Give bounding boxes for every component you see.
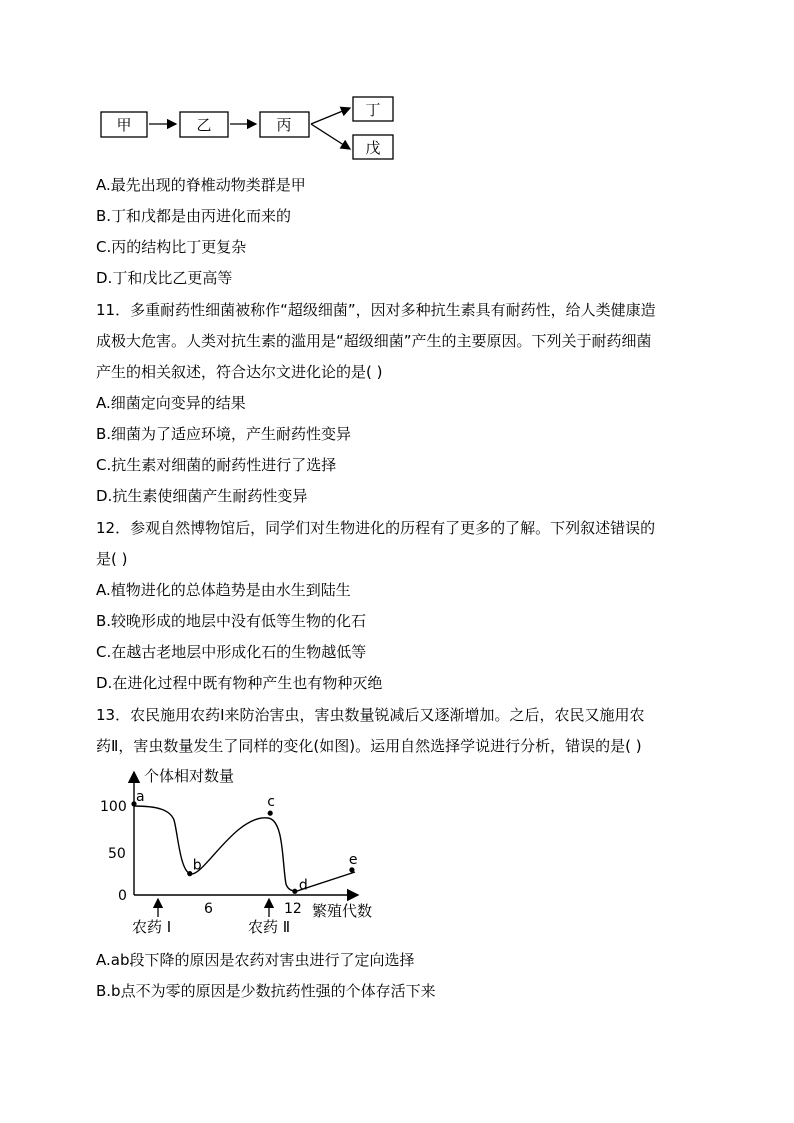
q12-stem-line-1: 12．参观自然博物馆后，同学们对生物进化的历程有了更多的了解。下列叙述错误的	[96, 519, 656, 537]
node-wu-label: 戊	[365, 139, 381, 157]
arrow-bing-wu	[311, 124, 350, 149]
q13-stem-line-1: 13．农民施用农药Ⅰ来防治害虫，害虫数量锐减后又逐渐增加。之后，农民又施用农	[96, 706, 645, 724]
point-label-c: c	[267, 794, 275, 811]
q10-option-b: B.丁和戊都是由丙进化而来的	[96, 207, 292, 225]
q13-option-b: B.b点不为零的原因是少数抗药性强的个体存活下来	[96, 982, 436, 1000]
q13-option-a: A.ab段下降的原因是农药对害虫进行了定向选择	[96, 951, 415, 969]
node-yi-label: 乙	[196, 116, 212, 134]
point-label-d: d	[298, 877, 308, 894]
data-points	[131, 789, 357, 894]
q11-stem-line-2: 成极大危害。人类对抗生素的滥用是“超级细菌”产生的主要原因。下列关于耐药细菌	[96, 332, 652, 350]
q12-option-a: A.植物进化的总体趋势是由水生到陆生	[96, 581, 351, 599]
point-d	[292, 889, 297, 894]
x-tick-6: 6	[204, 901, 213, 917]
q12-stem-line-2: 是( )	[96, 550, 128, 568]
node-bing-label: 丙	[276, 116, 292, 134]
q11-option-d: D.抗生素使细菌产生耐药性变异	[96, 487, 308, 505]
q10-option-c: C.丙的结构比丁更复杂	[96, 238, 247, 256]
q13-stem-line-2: 药Ⅱ，害虫数量发生了同样的变化(如图)。运用自然选择学说进行分析，错误的是( )	[96, 737, 642, 755]
pesticide-2-label: 农药 Ⅱ	[248, 918, 291, 936]
x-axis-label: 繁殖代数	[312, 902, 373, 920]
pesticide-1-label: 农药 Ⅰ	[132, 918, 172, 936]
q12-option-d: D.在进化过程中既有物种产生也有物种灭绝	[96, 674, 383, 692]
q12-option-c: C.在越古老地层中形成化石的生物越低等	[96, 643, 367, 661]
q11-stem-line-3: 产生的相关叙述，符合达尔文进化论的是( )	[96, 363, 383, 381]
q10-option-d: D.丁和戊比乙更高等	[96, 269, 233, 287]
x-tick-12: 12	[284, 901, 302, 917]
node-ding-label: 丁	[365, 101, 381, 119]
arrow-bing-ding	[311, 108, 350, 124]
point-label-e: e	[348, 851, 358, 868]
q10-option-a: A.最先出现的脊椎动物类群是甲	[96, 176, 306, 194]
point-label-b: b	[192, 857, 202, 874]
q11-option-c: C.抗生素对细菌的耐药性进行了选择	[96, 456, 337, 474]
node-jia-label: 甲	[116, 116, 132, 134]
q11-option-a: A.细菌定向变异的结果	[96, 394, 246, 412]
pest-population-chart	[96, 762, 406, 940]
point-e	[349, 867, 354, 872]
evolution-flow-diagram	[96, 95, 406, 163]
point-c	[268, 811, 273, 816]
point-b	[187, 871, 192, 876]
population-curve	[134, 806, 355, 894]
q11-option-b: B.细菌为了适应环境，产生耐药性变异	[96, 425, 352, 443]
q11-stem-line-1: 11．多重耐药性细菌被称作“超级细菌”，因对多种抗生素具有耐药性，给人类健康造	[96, 301, 656, 319]
y-tick-0: 0	[118, 888, 127, 904]
y-axis-label: 个体相对数量	[144, 767, 235, 785]
y-tick-50: 50	[108, 846, 126, 862]
q12-option-b: B.较晚形成的地层中没有低等生物的化石	[96, 612, 367, 630]
point-label-a: a	[136, 788, 145, 805]
y-tick-100: 100	[100, 799, 127, 815]
